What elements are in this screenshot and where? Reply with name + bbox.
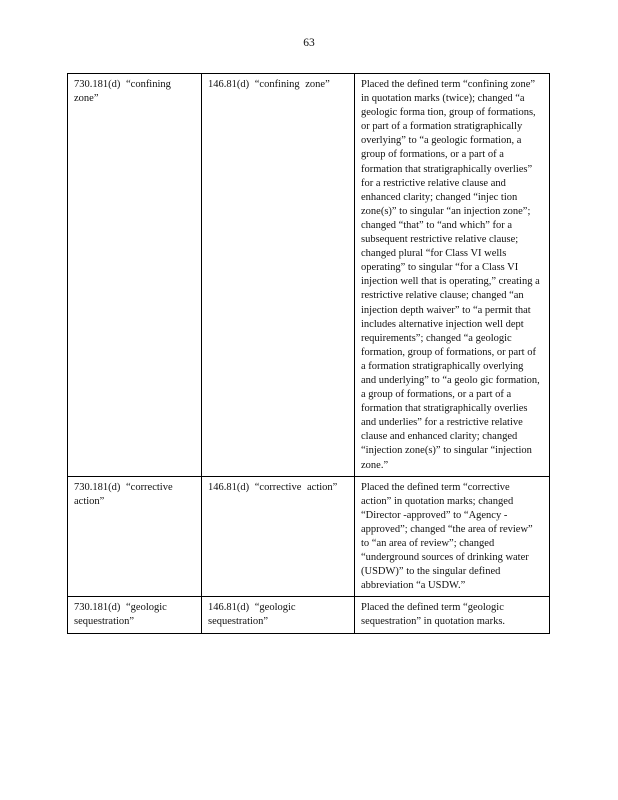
change-note-line: “underground sources of drinking water xyxy=(361,552,529,564)
federal-section-text: 146.81(d) “confining zone” xyxy=(208,79,330,90)
change-notes-cell xyxy=(355,476,550,597)
illinois-section-text: 730.181(d) “confining zone” xyxy=(74,79,171,105)
change-note-line: formation, group of formations, or part of xyxy=(361,346,536,358)
change-note-line: (USDW)” to the singular defined xyxy=(361,566,501,578)
change-note-line: subsequent restrictive relative clause; xyxy=(361,234,519,246)
change-note-line: injection well that is operating,” creating a xyxy=(361,276,540,288)
change-note-line: geologic forma tion, group of formations, xyxy=(361,107,536,119)
table-row xyxy=(68,597,550,633)
change-note-line: formation that stratigraphically overlies xyxy=(361,403,528,415)
change-note-line: action” in quotation marks; changed xyxy=(361,495,514,507)
change-note-line: overlying” to “a geologic formation, a xyxy=(361,135,522,147)
federal-section-cell xyxy=(202,597,355,633)
illinois-section-cell xyxy=(68,74,202,477)
federal-section-cell xyxy=(202,476,355,597)
change-note-line: group of formations, or a part of a xyxy=(361,149,504,161)
federal-section-cell xyxy=(202,74,355,477)
change-note-line: restrictive relative clause; changed “an xyxy=(361,290,524,302)
federal-section-text: 146.81(d) “geologic sequestration” xyxy=(208,602,296,628)
page-number: 63 xyxy=(303,37,315,49)
change-note-line: in quotation marks (twice); changed “a xyxy=(361,93,525,105)
change-note-line: abbreviation “a USDW.” xyxy=(361,580,466,592)
change-note-line: Placed the defined term “geologic xyxy=(361,602,504,614)
federal-section-text: 146.81(d) “corrective action” xyxy=(208,481,338,493)
change-note-line: approved”; changed “the area of review” xyxy=(361,523,533,535)
change-note-line: “Director -approved” to “Agency - xyxy=(361,509,508,521)
illinois-section-cell xyxy=(68,597,202,633)
definitions-comparison-table xyxy=(67,73,550,634)
change-notes-cell xyxy=(355,597,550,633)
change-note-line: operating” to singular “for a Class VI xyxy=(361,262,519,274)
change-note-line: injection depth waiver” to “a permit that xyxy=(361,304,531,316)
change-note-line: and underlying” to “a geolo gic formation, xyxy=(361,374,540,386)
change-note-line: formation that stratigraphically overlies” xyxy=(361,163,533,175)
change-note-line: or part of a formation stratigraphically xyxy=(361,121,523,133)
change-note-line: a formation stratigraphically overlying xyxy=(361,360,524,372)
change-note-line: changed plural “for Class VI wells xyxy=(361,248,507,260)
change-note-line: a group of formations, or a part of a xyxy=(361,389,512,401)
change-note-line: for a restrictive relative clause and xyxy=(361,177,506,189)
table-row xyxy=(68,476,550,597)
change-note-line: clause and enhanced clarity; changed xyxy=(361,431,518,443)
change-note-line: sequestration” in quotation marks. xyxy=(361,616,506,628)
illinois-section-text: 730.181(d) “geologic sequestration” xyxy=(74,602,167,628)
illinois-section-cell xyxy=(68,476,202,597)
change-note-line: enhanced clarity; changed “injec tion xyxy=(361,191,518,203)
change-note-line: Placed the defined term “confining zone” xyxy=(361,79,536,90)
illinois-section-text: 730.181(d) “corrective action” xyxy=(74,481,173,507)
change-note-line: to “an area of review”; changed xyxy=(361,538,495,549)
table-row xyxy=(68,74,550,477)
change-note-line: zone(s)” to singular “an injection zone”; xyxy=(361,205,531,217)
change-notes-cell xyxy=(355,74,550,477)
change-note-line: zone.” xyxy=(361,459,389,471)
change-note-line: includes alternative injection well dept xyxy=(361,318,524,330)
change-note-line: “injection zone(s)” to singular “injection xyxy=(361,445,532,457)
change-note-line: Placed the defined term “corrective xyxy=(361,481,510,493)
change-note-line: and underlies” for a restrictive relative xyxy=(361,417,523,429)
change-note-line: changed “that” to “and which” for a xyxy=(361,219,513,231)
change-note-line: requirements”; changed “a geologic xyxy=(361,332,512,344)
